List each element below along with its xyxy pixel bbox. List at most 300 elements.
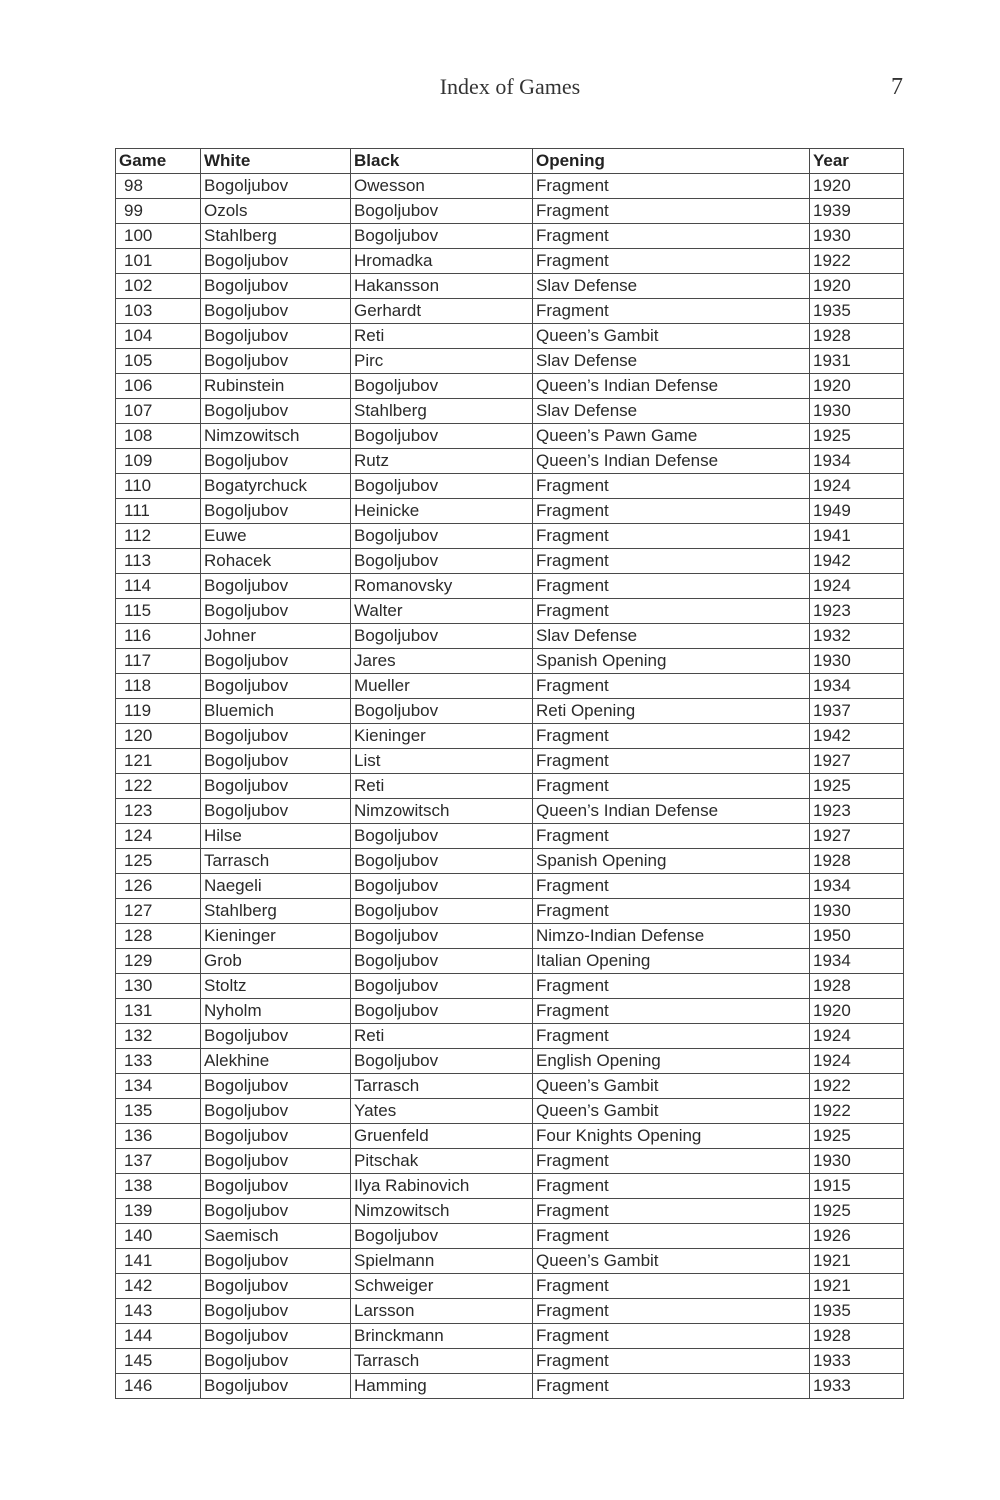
cell-year: 1925 <box>810 1199 904 1224</box>
cell-game: 125 <box>116 849 201 874</box>
cell-game: 107 <box>116 399 201 424</box>
cell-opening: Fragment <box>533 1349 810 1374</box>
table-row <box>116 399 904 424</box>
cell-game: 98 <box>116 174 201 199</box>
cell-black: Bogoljubov <box>351 524 533 549</box>
cell-opening: Fragment <box>533 674 810 699</box>
column-header-white: White <box>201 149 351 174</box>
cell-game: 132 <box>116 1024 201 1049</box>
cell-opening: Queen’s Gambit <box>533 324 810 349</box>
table-row <box>116 424 904 449</box>
cell-opening: Fragment <box>533 1274 810 1299</box>
cell-black: Nimzowitsch <box>351 1199 533 1224</box>
cell-game: 127 <box>116 899 201 924</box>
cell-white: Rubinstein <box>201 374 351 399</box>
cell-opening: Queen’s Gambit <box>533 1074 810 1099</box>
cell-year: 1927 <box>810 824 904 849</box>
table-row <box>116 574 904 599</box>
table-row <box>116 499 904 524</box>
table-row <box>116 524 904 549</box>
cell-opening: Nimzo-Indian Defense <box>533 924 810 949</box>
cell-game: 111 <box>116 499 201 524</box>
table-row <box>116 1174 904 1199</box>
column-header-opening: Opening <box>533 149 810 174</box>
cell-game: 109 <box>116 449 201 474</box>
cell-year: 1925 <box>810 774 904 799</box>
cell-white: Bogoljubov <box>201 324 351 349</box>
cell-year: 1939 <box>810 199 904 224</box>
cell-year: 1934 <box>810 674 904 699</box>
cell-white: Bogoljubov <box>201 499 351 524</box>
cell-game: 102 <box>116 274 201 299</box>
cell-white: Bogoljubov <box>201 1249 351 1274</box>
cell-white: Bogoljubov <box>201 649 351 674</box>
cell-white: Bogoljubov <box>201 399 351 424</box>
cell-game: 138 <box>116 1174 201 1199</box>
table-row <box>116 349 904 374</box>
cell-black: Bogoljubov <box>351 849 533 874</box>
cell-black: Romanovsky <box>351 574 533 599</box>
cell-black: Nimzowitsch <box>351 799 533 824</box>
cell-game: 118 <box>116 674 201 699</box>
cell-game: 128 <box>116 924 201 949</box>
cell-game: 136 <box>116 1124 201 1149</box>
cell-opening: Slav Defense <box>533 349 810 374</box>
cell-black: Schweiger <box>351 1274 533 1299</box>
cell-black: Bogoljubov <box>351 974 533 999</box>
cell-game: 140 <box>116 1224 201 1249</box>
cell-opening: Fragment <box>533 474 810 499</box>
cell-game: 115 <box>116 599 201 624</box>
cell-opening: Queen’s Indian Defense <box>533 374 810 399</box>
cell-opening: Fragment <box>533 1024 810 1049</box>
cell-opening: Queen’s Indian Defense <box>533 449 810 474</box>
cell-year: 1924 <box>810 1049 904 1074</box>
cell-black: Bogoljubov <box>351 874 533 899</box>
cell-black: Hamming <box>351 1374 533 1399</box>
cell-white: Bogoljubov <box>201 449 351 474</box>
cell-year: 1925 <box>810 1124 904 1149</box>
cell-black: Jares <box>351 649 533 674</box>
cell-opening: Fragment <box>533 1199 810 1224</box>
cell-white: Nyholm <box>201 999 351 1024</box>
cell-game: 114 <box>116 574 201 599</box>
cell-game: 119 <box>116 699 201 724</box>
cell-game: 121 <box>116 749 201 774</box>
cell-year: 1922 <box>810 249 904 274</box>
cell-game: 146 <box>116 1374 201 1399</box>
cell-opening: Fragment <box>533 874 810 899</box>
cell-opening: Italian Opening <box>533 949 810 974</box>
cell-white: Bogoljubov <box>201 1149 351 1174</box>
cell-black: Tarrasch <box>351 1074 533 1099</box>
cell-white: Bogoljubov <box>201 249 351 274</box>
cell-black: Bogoljubov <box>351 549 533 574</box>
cell-black: Pirc <box>351 349 533 374</box>
cell-white: Bogoljubov <box>201 1074 351 1099</box>
column-header-year: Year <box>810 149 904 174</box>
cell-game: 105 <box>116 349 201 374</box>
cell-white: Rohacek <box>201 549 351 574</box>
table-row <box>116 1224 904 1249</box>
cell-year: 1941 <box>810 524 904 549</box>
table-row <box>116 374 904 399</box>
cell-year: 1920 <box>810 374 904 399</box>
cell-white: Bogoljubov <box>201 774 351 799</box>
games-index-table <box>115 148 904 1399</box>
cell-white: Euwe <box>201 524 351 549</box>
cell-black: Reti <box>351 774 533 799</box>
cell-white: Bogoljubov <box>201 599 351 624</box>
cell-year: 1931 <box>810 349 904 374</box>
cell-year: 1937 <box>810 699 904 724</box>
cell-game: 131 <box>116 999 201 1024</box>
table-row <box>116 849 904 874</box>
table-row <box>116 1099 904 1124</box>
cell-black: Spielmann <box>351 1249 533 1274</box>
cell-white: Bogoljubov <box>201 1324 351 1349</box>
cell-opening: Fragment <box>533 824 810 849</box>
table-row <box>116 1274 904 1299</box>
cell-year: 1949 <box>810 499 904 524</box>
cell-year: 1920 <box>810 274 904 299</box>
cell-white: Bogoljubov <box>201 1024 351 1049</box>
table-row <box>116 449 904 474</box>
table-header-row <box>116 149 904 174</box>
cell-black: Bogoljubov <box>351 924 533 949</box>
cell-game: 120 <box>116 724 201 749</box>
cell-white: Bogoljubov <box>201 1099 351 1124</box>
cell-opening: Fragment <box>533 549 810 574</box>
cell-year: 1934 <box>810 449 904 474</box>
cell-black: Bogoljubov <box>351 1224 533 1249</box>
cell-opening: English Opening <box>533 1049 810 1074</box>
table-row <box>116 249 904 274</box>
table-row <box>116 649 904 674</box>
cell-game: 117 <box>116 649 201 674</box>
table-row <box>116 274 904 299</box>
cell-year: 1942 <box>810 549 904 574</box>
table-row <box>116 674 904 699</box>
cell-opening: Queen’s Indian Defense <box>533 799 810 824</box>
cell-year: 1928 <box>810 324 904 349</box>
cell-white: Alekhine <box>201 1049 351 1074</box>
cell-year: 1933 <box>810 1349 904 1374</box>
cell-black: Bogoljubov <box>351 474 533 499</box>
cell-black: Yates <box>351 1099 533 1124</box>
cell-white: Bogoljubov <box>201 1274 351 1299</box>
cell-year: 1933 <box>810 1374 904 1399</box>
cell-opening: Fragment <box>533 249 810 274</box>
table-row <box>116 1049 904 1074</box>
cell-white: Saemisch <box>201 1224 351 1249</box>
table-row <box>116 174 904 199</box>
cell-black: Bogoljubov <box>351 624 533 649</box>
cell-year: 1942 <box>810 724 904 749</box>
cell-game: 112 <box>116 524 201 549</box>
cell-opening: Fragment <box>533 1324 810 1349</box>
cell-white: Bogoljubov <box>201 1124 351 1149</box>
cell-game: 137 <box>116 1149 201 1174</box>
cell-game: 144 <box>116 1324 201 1349</box>
cell-opening: Fragment <box>533 1174 810 1199</box>
table-row <box>116 724 904 749</box>
cell-opening: Queen’s Gambit <box>533 1249 810 1274</box>
cell-black: Rutz <box>351 449 533 474</box>
cell-game: 135 <box>116 1099 201 1124</box>
cell-black: Heinicke <box>351 499 533 524</box>
cell-opening: Four Knights Opening <box>533 1124 810 1149</box>
cell-year: 1934 <box>810 874 904 899</box>
cell-white: Stahlberg <box>201 224 351 249</box>
cell-black: Bogoljubov <box>351 424 533 449</box>
cell-opening: Fragment <box>533 1224 810 1249</box>
table-row <box>116 549 904 574</box>
cell-game: 130 <box>116 974 201 999</box>
cell-opening: Fragment <box>533 999 810 1024</box>
cell-white: Ozols <box>201 199 351 224</box>
cell-white: Bogoljubov <box>201 749 351 774</box>
cell-year: 1927 <box>810 749 904 774</box>
cell-opening: Fragment <box>533 499 810 524</box>
cell-opening: Fragment <box>533 224 810 249</box>
cell-white: Bogoljubov <box>201 1299 351 1324</box>
table-row <box>116 1349 904 1374</box>
cell-game: 106 <box>116 374 201 399</box>
cell-game: 101 <box>116 249 201 274</box>
cell-year: 1928 <box>810 1324 904 1349</box>
cell-black: Bogoljubov <box>351 699 533 724</box>
cell-year: 1920 <box>810 999 904 1024</box>
cell-white: Bogoljubov <box>201 299 351 324</box>
cell-black: Tarrasch <box>351 1349 533 1374</box>
cell-black: Bogoljubov <box>351 1049 533 1074</box>
table-row <box>116 324 904 349</box>
cell-black: Bogoljubov <box>351 949 533 974</box>
cell-game: 110 <box>116 474 201 499</box>
cell-white: Bogoljubov <box>201 1199 351 1224</box>
cell-opening: Slav Defense <box>533 399 810 424</box>
table-row <box>116 474 904 499</box>
cell-game: 143 <box>116 1299 201 1324</box>
cell-year: 1915 <box>810 1174 904 1199</box>
cell-white: Nimzowitsch <box>201 424 351 449</box>
cell-black: Walter <box>351 599 533 624</box>
table-row <box>116 899 904 924</box>
cell-opening: Fragment <box>533 774 810 799</box>
cell-opening: Spanish Opening <box>533 849 810 874</box>
cell-white: Stoltz <box>201 974 351 999</box>
cell-opening: Spanish Opening <box>533 649 810 674</box>
table-row <box>116 224 904 249</box>
cell-year: 1923 <box>810 599 904 624</box>
cell-year: 1920 <box>810 174 904 199</box>
cell-game: 142 <box>116 1274 201 1299</box>
cell-opening: Fragment <box>533 299 810 324</box>
table-row <box>116 1324 904 1349</box>
cell-year: 1928 <box>810 849 904 874</box>
cell-year: 1935 <box>810 299 904 324</box>
cell-opening: Queen’s Gambit <box>533 1099 810 1124</box>
cell-year: 1925 <box>810 424 904 449</box>
cell-white: Stahlberg <box>201 899 351 924</box>
table-row <box>116 1299 904 1324</box>
cell-white: Bluemich <box>201 699 351 724</box>
table-row <box>116 599 904 624</box>
cell-opening: Slav Defense <box>533 624 810 649</box>
cell-black: Gerhardt <box>351 299 533 324</box>
cell-black: Reti <box>351 324 533 349</box>
cell-year: 1921 <box>810 1249 904 1274</box>
cell-white: Bogoljubov <box>201 349 351 374</box>
cell-white: Johner <box>201 624 351 649</box>
cell-white: Bogoljubov <box>201 1174 351 1199</box>
cell-opening: Fragment <box>533 749 810 774</box>
cell-white: Bogoljubov <box>201 1374 351 1399</box>
table-row <box>116 299 904 324</box>
cell-opening: Fragment <box>533 899 810 924</box>
cell-black: Larsson <box>351 1299 533 1324</box>
cell-year: 1922 <box>810 1099 904 1124</box>
cell-black: Bogoljubov <box>351 824 533 849</box>
cell-game: 100 <box>116 224 201 249</box>
table-row <box>116 749 904 774</box>
cell-black: Reti <box>351 1024 533 1049</box>
cell-game: 108 <box>116 424 201 449</box>
cell-year: 1950 <box>810 924 904 949</box>
table-row <box>116 699 904 724</box>
cell-game: 124 <box>116 824 201 849</box>
cell-game: 123 <box>116 799 201 824</box>
table-row <box>116 999 904 1024</box>
cell-white: Grob <box>201 949 351 974</box>
cell-opening: Fragment <box>533 524 810 549</box>
table-row <box>116 624 904 649</box>
cell-black: Hakansson <box>351 274 533 299</box>
cell-game: 133 <box>116 1049 201 1074</box>
cell-opening: Fragment <box>533 199 810 224</box>
table-row <box>116 1124 904 1149</box>
table-row <box>116 1074 904 1099</box>
cell-black: Bogoljubov <box>351 224 533 249</box>
cell-game: 113 <box>116 549 201 574</box>
cell-black: Ilya Rabinovich <box>351 1174 533 1199</box>
cell-black: Gruenfeld <box>351 1124 533 1149</box>
cell-black: Bogoljubov <box>351 899 533 924</box>
cell-black: Owesson <box>351 174 533 199</box>
cell-year: 1930 <box>810 649 904 674</box>
cell-game: 145 <box>116 1349 201 1374</box>
cell-game: 139 <box>116 1199 201 1224</box>
cell-game: 129 <box>116 949 201 974</box>
cell-opening: Fragment <box>533 174 810 199</box>
cell-year: 1930 <box>810 1149 904 1174</box>
cell-year: 1934 <box>810 949 904 974</box>
cell-year: 1921 <box>810 1274 904 1299</box>
cell-opening: Fragment <box>533 1299 810 1324</box>
table-row <box>116 1249 904 1274</box>
cell-year: 1924 <box>810 1024 904 1049</box>
cell-black: Kieninger <box>351 724 533 749</box>
cell-year: 1923 <box>810 799 904 824</box>
cell-black: Mueller <box>351 674 533 699</box>
cell-game: 122 <box>116 774 201 799</box>
page-number: 7 <box>891 74 903 100</box>
cell-white: Bogoljubov <box>201 724 351 749</box>
cell-white: Tarrasch <box>201 849 351 874</box>
cell-white: Bogoljubov <box>201 1349 351 1374</box>
cell-opening: Fragment <box>533 974 810 999</box>
cell-white: Hilse <box>201 824 351 849</box>
cell-black: Hromadka <box>351 249 533 274</box>
cell-opening: Slav Defense <box>533 274 810 299</box>
column-header-game: Game <box>116 149 201 174</box>
cell-year: 1926 <box>810 1224 904 1249</box>
cell-black: List <box>351 749 533 774</box>
cell-year: 1924 <box>810 574 904 599</box>
column-header-black: Black <box>351 149 533 174</box>
table-row <box>116 1149 904 1174</box>
table-row <box>116 199 904 224</box>
cell-game: 116 <box>116 624 201 649</box>
cell-year: 1930 <box>810 399 904 424</box>
cell-black: Bogoljubov <box>351 999 533 1024</box>
cell-white: Bogoljubov <box>201 674 351 699</box>
cell-year: 1932 <box>810 624 904 649</box>
table-row <box>116 774 904 799</box>
table-row <box>116 949 904 974</box>
cell-game: 104 <box>116 324 201 349</box>
page-title: Index of Games <box>439 74 581 99</box>
table-row <box>116 1024 904 1049</box>
cell-opening: Fragment <box>533 1374 810 1399</box>
table-row <box>116 1374 904 1399</box>
cell-black: Brinckmann <box>351 1324 533 1349</box>
cell-game: 141 <box>116 1249 201 1274</box>
table-row <box>116 974 904 999</box>
table-row <box>116 824 904 849</box>
cell-white: Bogoljubov <box>201 799 351 824</box>
table-body <box>116 174 904 1399</box>
cell-white: Bogatyrchuck <box>201 474 351 499</box>
cell-year: 1935 <box>810 1299 904 1324</box>
table-row <box>116 799 904 824</box>
cell-opening: Fragment <box>533 574 810 599</box>
cell-white: Bogoljubov <box>201 174 351 199</box>
cell-year: 1924 <box>810 474 904 499</box>
cell-year: 1922 <box>810 1074 904 1099</box>
table-row <box>116 924 904 949</box>
cell-opening: Queen’s Pawn Game <box>533 424 810 449</box>
cell-year: 1930 <box>810 899 904 924</box>
cell-black: Bogoljubov <box>351 199 533 224</box>
cell-white: Kieninger <box>201 924 351 949</box>
cell-black: Stahlberg <box>351 399 533 424</box>
cell-black: Bogoljubov <box>351 374 533 399</box>
cell-game: 134 <box>116 1074 201 1099</box>
cell-year: 1928 <box>810 974 904 999</box>
cell-year: 1930 <box>810 224 904 249</box>
cell-game: 126 <box>116 874 201 899</box>
table-row <box>116 874 904 899</box>
cell-black: Pitschak <box>351 1149 533 1174</box>
cell-opening: Fragment <box>533 724 810 749</box>
cell-game: 99 <box>116 199 201 224</box>
cell-opening: Fragment <box>533 1149 810 1174</box>
cell-game: 103 <box>116 299 201 324</box>
table-row <box>116 1199 904 1224</box>
cell-white: Naegeli <box>201 874 351 899</box>
